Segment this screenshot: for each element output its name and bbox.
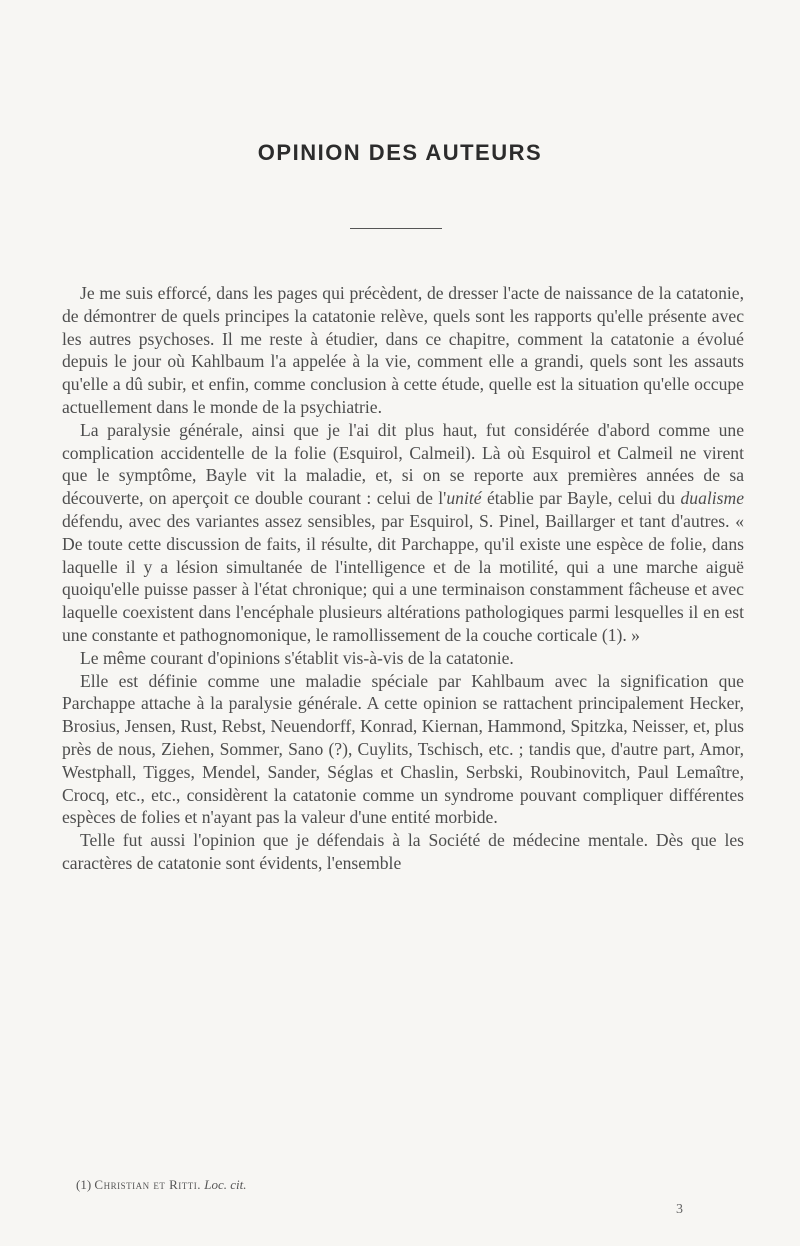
paragraph-3: Le même courant d'opinions s'établit vis-à-vis de la catatonie.	[80, 647, 514, 668]
paragraph-2-part-b: établie par Bayle, celui du	[481, 488, 681, 509]
footnote	[76, 1177, 247, 1193]
paragraph-1: Je me suis efforcé, dans les pages qui précèdent, de dresser l'acte de naissance de la catatonie, de démontrer de quels principes la catatonie relève, quels sont les rapports qu'elle présente avec les autres psychoses. Il me reste à étudier, dans ce chapitre, comment la catatonie a évolué depuis le jour où Kahlbaum l'a appelée à la vie, comment elle a grandi, quels sont les assauts qu'elle a dû subir, et enfin, comme conclusion à cette étude, quelle est la situation qu'elle occupe actuellement dans le monde de la psychiatrie.	[62, 283, 744, 417]
body-text	[62, 282, 744, 875]
title-divider	[350, 228, 442, 229]
paragraph-5: Telle fut aussi l'opinion que je défendais à la Société de médecine mentale. Dès que les caractères de catatonie sont évidents, l'ensemble	[62, 830, 744, 873]
footnote-number: (1)	[76, 1177, 92, 1192]
paragraph-2	[62, 419, 744, 647]
paragraph-2-part-c: défendu, avec des variantes assez sensibles, par Esquirol, S. Pinel, Baillarger et tant d'autres. « De toute cette discussion de faits, il résulte, dit Parchappe, qu'il existe une espèce de folie, dans laquelle il y a lésion simultanée de l'intelligence et de la motilité, qui a une marche aiguë quoiqu'elle puisse passer à l'état chronique; qui a une terminaison constamment fâcheuse et avec laquelle coexistent dans l'encéphale plusieurs altérations pathologiques parmi lesquelles il en est une constante et pathognomonique, le ramollissement de la couche corticale (1). »	[62, 510, 744, 645]
paragraph-4: Elle est définie comme une maladie spéciale par Kahlbaum avec la signification que Parchappe attache à la paralysie générale. A cette opinion se rattachent principalement Hecker, Brosius, Jensen, Rust, Rebst, Neuendorff, Konrad, Kiernan, Hammond, Spitzka, Neisser, et, plus près de nous, Ziehen, Sommer, Sano (?), Cuylits, Tschisch, etc. ; tandis que, d'autre part, Amor, Westphall, Tigges, Mendel, Sander, Séglas et Chaslin, Serbski, Roubinovitch, Paul Lemaître, Crocq, etc., etc., considèrent la catatonie comme un syndrome pouvant compliquer différentes espèces de folies et n'ayant pas la valeur d'une entité morbide.	[62, 670, 744, 828]
page-number: 3	[676, 1202, 683, 1217]
paragraph-2-part-a: La paralysie générale, ainsi que je l'ai dit plus haut, fut considérée d'abord comme une complication accidentelle de la folie (Esquirol, Calmeil). Là où Esquirol et Calmeil ne virent que le symptôme, Bayle vit la maladie, et, si on se reporte aux premières années de sa découverte, on aperçoit ce double courant : celui de l'	[62, 419, 744, 509]
italic-dualisme: dualisme	[680, 488, 745, 509]
footnote-authors: Christian et Ritti.	[94, 1177, 201, 1192]
page-title: OPINION DES AUTEURS	[257, 140, 543, 165]
italic-unite: unité	[446, 488, 482, 509]
footnote-reference: Loc. cit.	[204, 1177, 247, 1192]
